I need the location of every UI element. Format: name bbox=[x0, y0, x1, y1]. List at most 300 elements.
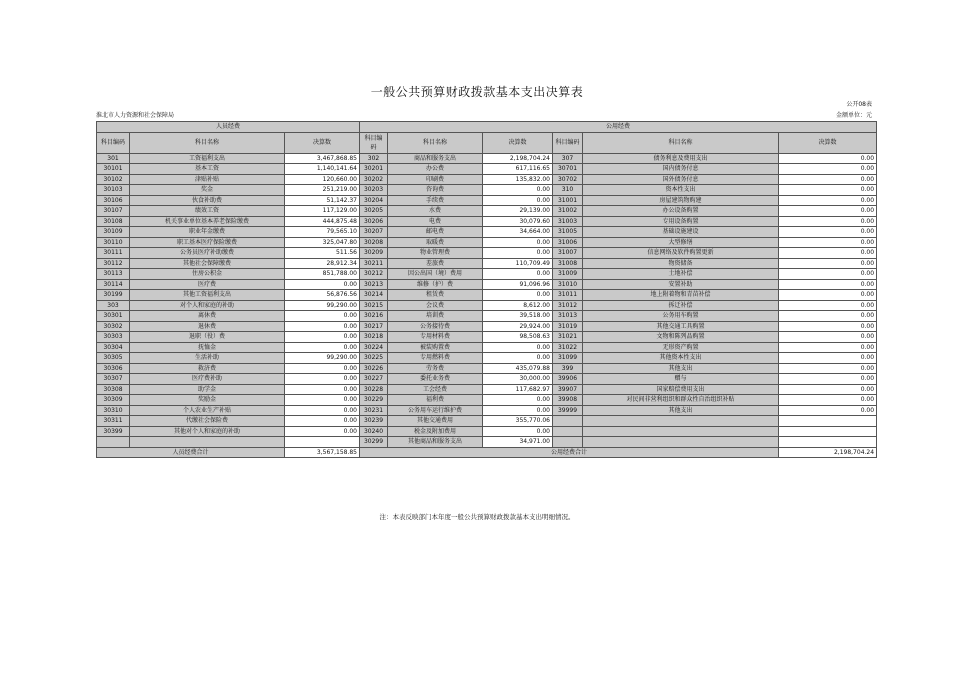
cell-amount: 0.00 bbox=[285, 395, 360, 406]
cell-amount: 444,875.48 bbox=[285, 216, 360, 227]
cell-amount: 0.00 bbox=[285, 363, 360, 374]
cell-name: 抚恤金 bbox=[130, 342, 285, 353]
cell-code: 31011 bbox=[553, 290, 583, 301]
cell-code: 30207 bbox=[360, 227, 388, 238]
cell-name: 专用燃料费 bbox=[388, 353, 483, 364]
cell-name: 其他商品和服务支出 bbox=[388, 437, 483, 448]
cell-code: 30301 bbox=[97, 311, 130, 322]
table-row bbox=[97, 227, 877, 238]
cell-code: 31009 bbox=[553, 269, 583, 280]
cell-amount: 8,612.00 bbox=[483, 300, 553, 311]
header-name: 科目名称 bbox=[130, 132, 285, 153]
cell-name: 其他资本性支出 bbox=[583, 353, 779, 364]
cell-name: 信息网络及软件购置更新 bbox=[583, 248, 779, 259]
group-public: 公用经费 bbox=[360, 122, 877, 133]
cell-name: 职工基本医疗保险缴费 bbox=[130, 237, 285, 248]
cell-code: 30226 bbox=[360, 363, 388, 374]
cell-code: 30306 bbox=[97, 363, 130, 374]
table-row bbox=[97, 300, 877, 311]
column-header-row bbox=[97, 132, 877, 153]
cell-code: 30205 bbox=[360, 206, 388, 217]
cell-name: 住房公积金 bbox=[130, 269, 285, 280]
cell-name: 职业年金缴费 bbox=[130, 227, 285, 238]
cell-code: 30208 bbox=[360, 237, 388, 248]
cell-amount: 0.00 bbox=[483, 426, 553, 437]
cell-amount: 0.00 bbox=[779, 227, 877, 238]
cell-amount: 29,924.00 bbox=[483, 321, 553, 332]
cell-code: 30311 bbox=[97, 416, 130, 427]
cell-amount: 98,508.63 bbox=[483, 332, 553, 343]
table-row bbox=[97, 195, 877, 206]
cell-code: 30309 bbox=[97, 395, 130, 406]
department-name: 淮北市人力资源和社会保障局 bbox=[96, 112, 175, 119]
cell-name: 其他交通工具购置 bbox=[583, 321, 779, 332]
cell-code: 39906 bbox=[553, 374, 583, 385]
cell-amount: 0.00 bbox=[483, 405, 553, 416]
cell-name: 因公出国（境）费用 bbox=[388, 269, 483, 280]
public-total-label: 公用经费合计 bbox=[360, 447, 779, 458]
cell-name: 其他社会保障缴费 bbox=[130, 258, 285, 269]
cell-name: 其他对个人和家庭的补助 bbox=[130, 426, 285, 437]
cell-code: 30106 bbox=[97, 195, 130, 206]
cell-amount: 617,116.65 bbox=[483, 164, 553, 175]
cell-code-empty bbox=[553, 437, 583, 448]
cell-amount: 30,079.60 bbox=[483, 216, 553, 227]
cell-code: 30203 bbox=[360, 185, 388, 196]
cell-name: 办公费 bbox=[388, 164, 483, 175]
cell-amount: 0.00 bbox=[779, 206, 877, 217]
cell-amount: 0.00 bbox=[779, 216, 877, 227]
cell-name: 物资储备 bbox=[583, 258, 779, 269]
cell-name: 公务员医疗补助缴费 bbox=[130, 248, 285, 259]
table-row bbox=[97, 279, 877, 290]
cell-amount: 0.00 bbox=[483, 195, 553, 206]
cell-name: 国内债务付息 bbox=[583, 164, 779, 175]
page-title: 一般公共预算财政拨款基本支出决算表 bbox=[370, 85, 584, 99]
table-row bbox=[97, 290, 877, 301]
cell-amount: 0.00 bbox=[779, 258, 877, 269]
cell-amount: 0.00 bbox=[483, 342, 553, 353]
cell-code: 30231 bbox=[360, 405, 388, 416]
cell-amount: 0.00 bbox=[779, 300, 877, 311]
cell-name: 商品和服务支出 bbox=[388, 153, 483, 164]
cell-amount: 851,788.00 bbox=[285, 269, 360, 280]
cell-code: 30305 bbox=[97, 353, 130, 364]
cell-amount: 0.00 bbox=[285, 311, 360, 322]
cell-name: 对个人和家庭的补助 bbox=[130, 300, 285, 311]
cell-amount: 0.00 bbox=[779, 164, 877, 175]
cell-code: 30107 bbox=[97, 206, 130, 217]
cell-name: 国家赔偿费用支出 bbox=[583, 384, 779, 395]
cell-name: 专用材料费 bbox=[388, 332, 483, 343]
cell-name-empty bbox=[583, 437, 779, 448]
cell-name: 医疗费补助 bbox=[130, 374, 285, 385]
cell-name: 取暖费 bbox=[388, 237, 483, 248]
table-row bbox=[97, 206, 877, 217]
cell-amount: 0.00 bbox=[483, 185, 553, 196]
cell-code: 30240 bbox=[360, 426, 388, 437]
cell-name: 奖励金 bbox=[130, 395, 285, 406]
cell-code: 30109 bbox=[97, 227, 130, 238]
cell-amount: 56,876.56 bbox=[285, 290, 360, 301]
cell-code: 30239 bbox=[360, 416, 388, 427]
cell-amount: 0.00 bbox=[779, 279, 877, 290]
table-row bbox=[97, 332, 877, 343]
table-row bbox=[97, 353, 877, 364]
cell-amount: 0.00 bbox=[483, 237, 553, 248]
cell-name: 公务用车运行维护费 bbox=[388, 405, 483, 416]
cell-code: 31021 bbox=[553, 332, 583, 343]
cell-amount: 0.00 bbox=[779, 395, 877, 406]
cell-code: 30206 bbox=[360, 216, 388, 227]
cell-name: 离休费 bbox=[130, 311, 285, 322]
cell-code: 30399 bbox=[97, 426, 130, 437]
cell-amount: 511.56 bbox=[285, 248, 360, 259]
cell-name: 医疗费 bbox=[130, 279, 285, 290]
cell-amount-empty bbox=[779, 437, 877, 448]
cell-code: 30202 bbox=[360, 174, 388, 185]
cell-code: 30213 bbox=[360, 279, 388, 290]
cell-amount: 117,129.00 bbox=[285, 206, 360, 217]
cell-amount: 0.00 bbox=[285, 384, 360, 395]
cell-amount: 29,139.00 bbox=[483, 206, 553, 217]
cell-amount: 120,660.00 bbox=[285, 174, 360, 185]
cell-amount: 251,219.00 bbox=[285, 185, 360, 196]
cell-code: 30702 bbox=[553, 174, 583, 185]
table-row bbox=[97, 216, 877, 227]
cell-name: 手续费 bbox=[388, 195, 483, 206]
cell-name: 无形资产购置 bbox=[583, 342, 779, 353]
cell-amount: 0.00 bbox=[779, 353, 877, 364]
cell-code: 30102 bbox=[97, 174, 130, 185]
cell-name: 工会经费 bbox=[388, 384, 483, 395]
table-row bbox=[97, 153, 877, 164]
cell-name: 个人农业生产补贴 bbox=[130, 405, 285, 416]
cell-amount: 435,079.88 bbox=[483, 363, 553, 374]
cell-amount: 0.00 bbox=[779, 237, 877, 248]
cell-name: 生活补助 bbox=[130, 353, 285, 364]
table-row bbox=[97, 269, 877, 280]
cell-code: 31019 bbox=[553, 321, 583, 332]
header-amount: 决算数 bbox=[779, 132, 877, 153]
cell-name: 土地补偿 bbox=[583, 269, 779, 280]
cell-code: 39908 bbox=[553, 395, 583, 406]
cell-code: 31013 bbox=[553, 311, 583, 322]
cell-amount: 0.00 bbox=[779, 363, 877, 374]
cell-amount-empty bbox=[285, 437, 360, 448]
cell-code-empty bbox=[97, 437, 130, 448]
cell-code: 30224 bbox=[360, 342, 388, 353]
cell-code: 30214 bbox=[360, 290, 388, 301]
cell-name: 税金及附加费用 bbox=[388, 426, 483, 437]
cell-code: 31005 bbox=[553, 227, 583, 238]
cell-name: 救济费 bbox=[130, 363, 285, 374]
cell-code: 30101 bbox=[97, 164, 130, 175]
cell-code: 30304 bbox=[97, 342, 130, 353]
cell-code: 30103 bbox=[97, 185, 130, 196]
cell-code: 30204 bbox=[360, 195, 388, 206]
cell-code: 301 bbox=[97, 153, 130, 164]
cell-amount: 0.00 bbox=[483, 290, 553, 301]
cell-name: 基本工资 bbox=[130, 164, 285, 175]
table-row bbox=[97, 374, 877, 385]
cell-name-empty bbox=[583, 426, 779, 437]
cell-amount-empty bbox=[779, 426, 877, 437]
header-name: 科目名称 bbox=[388, 132, 483, 153]
table-row bbox=[97, 426, 877, 437]
cell-code: 399 bbox=[553, 363, 583, 374]
personnel-total-amount: 3,567,158.85 bbox=[285, 447, 360, 458]
cell-code: 39999 bbox=[553, 405, 583, 416]
cell-code: 310 bbox=[553, 185, 583, 196]
cell-amount: 0.00 bbox=[285, 279, 360, 290]
cell-code: 30114 bbox=[97, 279, 130, 290]
cell-name: 文物和陈列品购置 bbox=[583, 332, 779, 343]
cell-amount: 0.00 bbox=[779, 290, 877, 301]
cell-code: 31007 bbox=[553, 248, 583, 259]
header-code: 科目编码 bbox=[360, 132, 388, 153]
cell-code: 30199 bbox=[97, 290, 130, 301]
cell-name: 基础设施建设 bbox=[583, 227, 779, 238]
cell-code: 30218 bbox=[360, 332, 388, 343]
header-amount: 决算数 bbox=[483, 132, 553, 153]
cell-amount: 0.00 bbox=[483, 353, 553, 364]
cell-amount: 99,290.00 bbox=[285, 300, 360, 311]
cell-name: 赠与 bbox=[583, 374, 779, 385]
cell-code: 30111 bbox=[97, 248, 130, 259]
cell-name: 国外债务付息 bbox=[583, 174, 779, 185]
table-row bbox=[97, 237, 877, 248]
cell-code: 30212 bbox=[360, 269, 388, 280]
cell-name: 印刷费 bbox=[388, 174, 483, 185]
cell-amount: 0.00 bbox=[285, 332, 360, 343]
cell-amount: 0.00 bbox=[483, 248, 553, 259]
table-row bbox=[97, 311, 877, 322]
cell-amount: 3,467,868.85 bbox=[285, 153, 360, 164]
cell-code: 30303 bbox=[97, 332, 130, 343]
cell-amount: 325,047.80 bbox=[285, 237, 360, 248]
table-row bbox=[97, 395, 877, 406]
cell-name: 地上附着物和青苗补偿 bbox=[583, 290, 779, 301]
cell-amount: 0.00 bbox=[779, 342, 877, 353]
cell-name: 债务利息及费用支出 bbox=[583, 153, 779, 164]
cell-amount-empty bbox=[779, 416, 877, 427]
cell-name: 助学金 bbox=[130, 384, 285, 395]
cell-amount: 0.00 bbox=[285, 342, 360, 353]
cell-amount: 0.00 bbox=[779, 185, 877, 196]
table-row bbox=[97, 363, 877, 374]
cell-name: 劳务费 bbox=[388, 363, 483, 374]
cell-name: 专用设备购置 bbox=[583, 216, 779, 227]
cell-name: 退休费 bbox=[130, 321, 285, 332]
cell-name: 办公设备购置 bbox=[583, 206, 779, 217]
table-row bbox=[97, 185, 877, 196]
cell-amount: 0.00 bbox=[779, 311, 877, 322]
cell-amount: 0.00 bbox=[779, 195, 877, 206]
cell-code: 30701 bbox=[553, 164, 583, 175]
cell-code: 31099 bbox=[553, 353, 583, 364]
cell-code: 30201 bbox=[360, 164, 388, 175]
table-row bbox=[97, 248, 877, 259]
cell-code-empty bbox=[553, 426, 583, 437]
cell-name: 其他交通费用 bbox=[388, 416, 483, 427]
cell-code: 30113 bbox=[97, 269, 130, 280]
cell-amount: 355,770.06 bbox=[483, 416, 553, 427]
cell-amount: 28,912.34 bbox=[285, 258, 360, 269]
cell-code: 307 bbox=[553, 153, 583, 164]
cell-name: 机关事业单位基本养老保险缴费 bbox=[130, 216, 285, 227]
cell-amount: 0.00 bbox=[779, 174, 877, 185]
cell-code: 30211 bbox=[360, 258, 388, 269]
cell-name: 工资福利支出 bbox=[130, 153, 285, 164]
cell-name: 代缴社会保险费 bbox=[130, 416, 285, 427]
cell-amount: 51,142.37 bbox=[285, 195, 360, 206]
cell-code: 31012 bbox=[553, 300, 583, 311]
cell-amount: 0.00 bbox=[285, 426, 360, 437]
cell-amount: 0.00 bbox=[483, 395, 553, 406]
cell-name: 其他支出 bbox=[583, 363, 779, 374]
public-total-amount: 2,198,704.24 bbox=[779, 447, 877, 458]
cell-code: 30229 bbox=[360, 395, 388, 406]
cell-name: 会议费 bbox=[388, 300, 483, 311]
cell-code: 30225 bbox=[360, 353, 388, 364]
cell-code: 31010 bbox=[553, 279, 583, 290]
totals-row bbox=[97, 447, 877, 458]
cell-amount: 91,096.96 bbox=[483, 279, 553, 290]
cell-amount: 0.00 bbox=[779, 405, 877, 416]
cell-code: 30216 bbox=[360, 311, 388, 322]
cell-name: 水费 bbox=[388, 206, 483, 217]
cell-code: 30228 bbox=[360, 384, 388, 395]
cell-code: 30310 bbox=[97, 405, 130, 416]
header-code: 科目编码 bbox=[97, 132, 130, 153]
cell-name: 拆迁补偿 bbox=[583, 300, 779, 311]
cell-name: 物业管理费 bbox=[388, 248, 483, 259]
table-row bbox=[97, 416, 877, 427]
cell-name: 培训费 bbox=[388, 311, 483, 322]
cell-name: 津贴补贴 bbox=[130, 174, 285, 185]
table-row bbox=[97, 384, 877, 395]
cell-amount: 34,664.00 bbox=[483, 227, 553, 238]
cell-code: 30227 bbox=[360, 374, 388, 385]
cell-amount: 0.00 bbox=[779, 332, 877, 343]
group-header-row bbox=[97, 122, 877, 133]
header-amount: 决算数 bbox=[285, 132, 360, 153]
cell-code: 30112 bbox=[97, 258, 130, 269]
cell-amount: 110,709.49 bbox=[483, 258, 553, 269]
cell-amount: 0.00 bbox=[779, 321, 877, 332]
cell-amount: 0.00 bbox=[779, 384, 877, 395]
cell-amount: 0.00 bbox=[779, 374, 877, 385]
cell-name: 对民间非营利组织和群众性自治组织补贴 bbox=[583, 395, 779, 406]
cell-amount: 117,682.97 bbox=[483, 384, 553, 395]
cell-name: 公务用车购置 bbox=[583, 311, 779, 322]
cell-amount: 0.00 bbox=[779, 248, 877, 259]
cell-code: 30110 bbox=[97, 237, 130, 248]
table-row bbox=[97, 405, 877, 416]
cell-name: 房屋建筑物购建 bbox=[583, 195, 779, 206]
cell-amount: 0.00 bbox=[779, 269, 877, 280]
cell-code: 31001 bbox=[553, 195, 583, 206]
table-row bbox=[97, 437, 877, 448]
cell-name: 租赁费 bbox=[388, 290, 483, 301]
footnote: 注：本表反映部门本年度一般公共预算财政拨款基本支出明细情况。 bbox=[379, 513, 575, 521]
cell-code: 30308 bbox=[97, 384, 130, 395]
cell-amount: 0.00 bbox=[285, 321, 360, 332]
cell-code: 31008 bbox=[553, 258, 583, 269]
cell-name: 其他支出 bbox=[583, 405, 779, 416]
cell-amount: 39,518.00 bbox=[483, 311, 553, 322]
cell-name: 大型修缮 bbox=[583, 237, 779, 248]
cell-code: 30215 bbox=[360, 300, 388, 311]
cell-amount: 34,971.00 bbox=[483, 437, 553, 448]
cell-code: 30108 bbox=[97, 216, 130, 227]
cell-amount: 0.00 bbox=[285, 405, 360, 416]
personnel-total-label: 人员经费合计 bbox=[97, 447, 285, 458]
cell-amount: 2,198,704.24 bbox=[483, 153, 553, 164]
cell-name: 退职（役）费 bbox=[130, 332, 285, 343]
cell-code: 30307 bbox=[97, 374, 130, 385]
form-code: 公开08表 bbox=[846, 101, 872, 108]
cell-name: 公务接待费 bbox=[388, 321, 483, 332]
cell-amount: 79,565.10 bbox=[285, 227, 360, 238]
cell-amount: 1,140,141.64 bbox=[285, 164, 360, 175]
cell-code: 39907 bbox=[553, 384, 583, 395]
cell-code: 302 bbox=[360, 153, 388, 164]
group-personnel: 人员经费 bbox=[97, 122, 360, 133]
cell-amount: 0.00 bbox=[779, 153, 877, 164]
cell-name: 福利费 bbox=[388, 395, 483, 406]
cell-code: 31006 bbox=[553, 237, 583, 248]
cell-name: 安置补助 bbox=[583, 279, 779, 290]
cell-code: 30217 bbox=[360, 321, 388, 332]
cell-amount: 99,290.00 bbox=[285, 353, 360, 364]
unit-label: 金额单位：元 bbox=[835, 112, 872, 119]
cell-name-empty bbox=[130, 437, 285, 448]
cell-name: 邮电费 bbox=[388, 227, 483, 238]
cell-code: 30302 bbox=[97, 321, 130, 332]
cell-name: 绩效工资 bbox=[130, 206, 285, 217]
cell-code: 30299 bbox=[360, 437, 388, 448]
cell-name: 差旅费 bbox=[388, 258, 483, 269]
cell-amount: 135,832.00 bbox=[483, 174, 553, 185]
cell-code: 31022 bbox=[553, 342, 583, 353]
table-row bbox=[97, 321, 877, 332]
cell-name: 奖金 bbox=[130, 185, 285, 196]
table-row bbox=[97, 174, 877, 185]
cell-code: 31002 bbox=[553, 206, 583, 217]
cell-code: 30209 bbox=[360, 248, 388, 259]
cell-code: 303 bbox=[97, 300, 130, 311]
cell-amount: 30,000.00 bbox=[483, 374, 553, 385]
header-name: 科目名称 bbox=[583, 132, 779, 153]
cell-name: 咨询费 bbox=[388, 185, 483, 196]
cell-name: 被装购置费 bbox=[388, 342, 483, 353]
budget-table bbox=[96, 121, 877, 458]
table-row bbox=[97, 342, 877, 353]
cell-name-empty bbox=[583, 416, 779, 427]
cell-name: 资本性支出 bbox=[583, 185, 779, 196]
cell-amount: 0.00 bbox=[285, 416, 360, 427]
cell-name: 其他工资福利支出 bbox=[130, 290, 285, 301]
cell-name: 电费 bbox=[388, 216, 483, 227]
cell-amount: 0.00 bbox=[483, 269, 553, 280]
cell-code: 31003 bbox=[553, 216, 583, 227]
cell-name: 伙食补助费 bbox=[130, 195, 285, 206]
cell-amount: 0.00 bbox=[285, 374, 360, 385]
table-row bbox=[97, 164, 877, 175]
header-code: 科目编码 bbox=[553, 132, 583, 153]
